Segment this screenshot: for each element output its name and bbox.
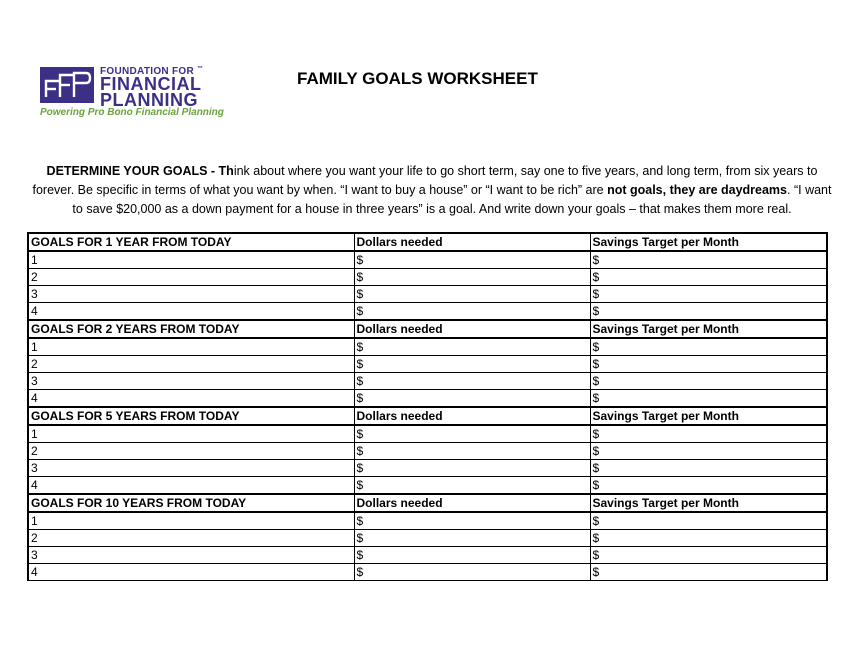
goal-number-cell[interactable]: 1: [28, 338, 354, 356]
goal-number-cell[interactable]: 4: [28, 303, 354, 321]
goals-table: [27, 232, 828, 581]
ffp-logo-mark-icon: [40, 67, 94, 103]
intro-lead: DETERMINE YOUR GOALS - Th: [46, 164, 234, 178]
goal-row: [28, 425, 827, 443]
goal-row: [28, 303, 827, 321]
dollars-needed-header: Dollars needed: [354, 320, 590, 338]
dollars-needed-cell[interactable]: $: [354, 564, 590, 581]
goal-row: [28, 356, 827, 373]
goal-row: [28, 512, 827, 530]
savings-target-header: Savings Target per Month: [590, 233, 827, 251]
goal-number-cell[interactable]: 4: [28, 564, 354, 581]
logo-line-financial: FINANCIAL: [100, 74, 202, 94]
goal-row: [28, 460, 827, 477]
goal-row: [28, 443, 827, 460]
page-title: FAMILY GOALS WORKSHEET: [297, 69, 538, 88]
goal-row: [28, 477, 827, 495]
dollars-needed-header: Dollars needed: [354, 233, 590, 251]
savings-target-cell[interactable]: $: [590, 425, 827, 443]
dollars-needed-cell[interactable]: $: [354, 356, 590, 373]
goal-number-cell[interactable]: 4: [28, 477, 354, 495]
savings-target-cell[interactable]: $: [590, 477, 827, 495]
logo-tagline: Powering Pro Bono Financial Planning: [40, 107, 224, 118]
organization-logo: [40, 64, 240, 122]
dollars-needed-cell[interactable]: $: [354, 460, 590, 477]
goal-row: [28, 373, 827, 390]
goal-row: [28, 251, 827, 269]
goal-number-cell[interactable]: 4: [28, 390, 354, 408]
dollars-needed-header: Dollars needed: [354, 494, 590, 512]
dollars-needed-cell[interactable]: $: [354, 547, 590, 564]
goal-row: [28, 547, 827, 564]
savings-target-cell[interactable]: $: [590, 460, 827, 477]
goal-number-cell[interactable]: 3: [28, 547, 354, 564]
intro-text-2: . “I want to save $20,000 as a down payment for a house in three years” is a goal. And write down your goals – that makes them more real.: [72, 183, 832, 216]
goal-number-cell[interactable]: 3: [28, 460, 354, 477]
intro-paragraph: [32, 162, 832, 219]
section-title: GOALS FOR 2 YEARS FROM TODAY: [28, 320, 354, 338]
logo-line-planning: PLANNING: [100, 90, 198, 110]
dollars-needed-cell[interactable]: $: [354, 512, 590, 530]
savings-target-cell[interactable]: $: [590, 269, 827, 286]
dollars-needed-cell[interactable]: $: [354, 303, 590, 321]
intro-text-1: ink about where you want your life to go short term, say one to five years, and long term, from six years to forever. Be specific in terms of what you want by when. “I want to buy a house” or “I want to be rich” are: [32, 164, 818, 197]
goal-number-cell[interactable]: 3: [28, 373, 354, 390]
goal-row: [28, 269, 827, 286]
savings-target-cell[interactable]: $: [590, 530, 827, 547]
goal-number-cell[interactable]: 1: [28, 512, 354, 530]
savings-target-header: Savings Target per Month: [590, 407, 827, 425]
section-title: GOALS FOR 5 YEARS FROM TODAY: [28, 407, 354, 425]
dollars-needed-cell[interactable]: $: [354, 530, 590, 547]
goal-number-cell[interactable]: 2: [28, 530, 354, 547]
savings-target-cell[interactable]: $: [590, 286, 827, 303]
goal-number-cell[interactable]: 1: [28, 251, 354, 269]
savings-target-cell[interactable]: $: [590, 443, 827, 460]
dollars-needed-cell[interactable]: $: [354, 338, 590, 356]
dollars-needed-cell[interactable]: $: [354, 251, 590, 269]
goal-number-cell[interactable]: 2: [28, 269, 354, 286]
dollars-needed-cell[interactable]: $: [354, 443, 590, 460]
savings-target-cell[interactable]: $: [590, 512, 827, 530]
savings-target-cell[interactable]: $: [590, 564, 827, 581]
savings-target-cell[interactable]: $: [590, 251, 827, 269]
section-title: GOALS FOR 10 YEARS FROM TODAY: [28, 494, 354, 512]
goal-row: [28, 338, 827, 356]
goal-row: [28, 390, 827, 408]
savings-target-cell[interactable]: $: [590, 547, 827, 564]
savings-target-cell[interactable]: $: [590, 356, 827, 373]
goal-row: [28, 530, 827, 547]
section-header-row: [28, 407, 827, 425]
savings-target-cell[interactable]: $: [590, 373, 827, 390]
goal-number-cell[interactable]: 1: [28, 425, 354, 443]
dollars-needed-cell[interactable]: $: [354, 269, 590, 286]
savings-target-header: Savings Target per Month: [590, 320, 827, 338]
goal-number-cell[interactable]: 2: [28, 443, 354, 460]
goal-number-cell[interactable]: 3: [28, 286, 354, 303]
section-header-row: [28, 233, 827, 251]
section-title: GOALS FOR 1 YEAR FROM TODAY: [28, 233, 354, 251]
savings-target-cell[interactable]: $: [590, 338, 827, 356]
goal-number-cell[interactable]: 2: [28, 356, 354, 373]
goal-row: [28, 564, 827, 581]
savings-target-cell[interactable]: $: [590, 303, 827, 321]
intro-bold-2: not goals, they are daydreams: [607, 183, 788, 197]
goal-row: [28, 286, 827, 303]
dollars-needed-cell[interactable]: $: [354, 373, 590, 390]
logo-top-text: FOUNDATION FOR ™: [100, 66, 204, 77]
dollars-needed-cell[interactable]: $: [354, 425, 590, 443]
section-header-row: [28, 494, 827, 512]
section-header-row: [28, 320, 827, 338]
savings-target-cell[interactable]: $: [590, 390, 827, 408]
dollars-needed-cell[interactable]: $: [354, 390, 590, 408]
savings-target-header: Savings Target per Month: [590, 494, 827, 512]
dollars-needed-cell[interactable]: $: [354, 477, 590, 495]
dollars-needed-cell[interactable]: $: [354, 286, 590, 303]
dollars-needed-header: Dollars needed: [354, 407, 590, 425]
